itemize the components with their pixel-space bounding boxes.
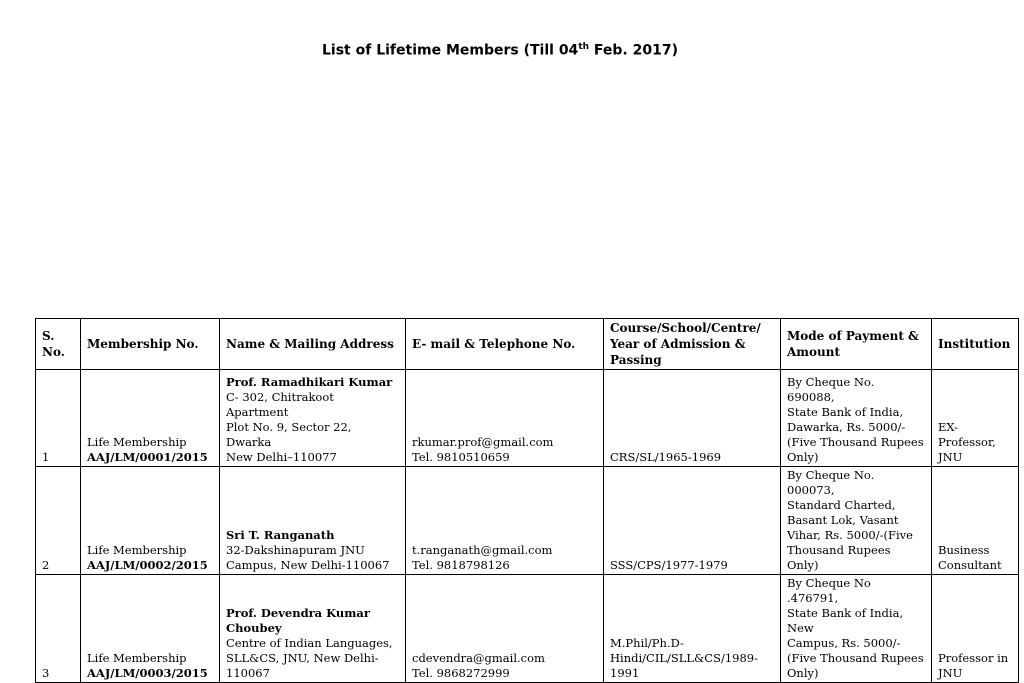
- payment-line: Only): [787, 666, 819, 680]
- payment-line: (Five Thousand Rupees: [787, 651, 924, 665]
- header-membership-no: Membership No.: [81, 319, 220, 370]
- address-line: C- 302, Chitrakoot Apartment: [226, 390, 334, 419]
- payment-line: Standard Charted,: [787, 498, 896, 512]
- payment-line: By Cheque No. 000073,: [787, 468, 875, 497]
- cell-course: [604, 575, 781, 683]
- cell-institution: [932, 575, 1019, 683]
- cell-email-telephone: [406, 575, 604, 683]
- address-line: SLL&CS, JNU, New Delhi-: [226, 651, 379, 665]
- cell-name-address: [220, 467, 406, 575]
- header-payment: Mode of Payment & Amount: [781, 319, 932, 370]
- member-name: Sri T. Ranganath: [226, 528, 335, 542]
- membership-number: AAJ/LM/0001/2015: [87, 450, 208, 464]
- header-course: Course/School/Centre/ Year of Admission & Passing: [604, 319, 781, 370]
- page-title: [0, 42, 1000, 59]
- telephone-text: Tel. 9810510659: [412, 450, 510, 464]
- payment-line: Thousand Rupees Only): [787, 543, 891, 572]
- cell-course: [604, 467, 781, 575]
- institution-line: Professor,: [938, 435, 996, 449]
- cell-sno: 1: [36, 370, 81, 467]
- telephone-text: Tel. 9868272999: [412, 666, 510, 680]
- header-name-address: Name & Mailing Address: [220, 319, 406, 370]
- title-main: List of Lifetime Members (Till 04: [322, 42, 579, 59]
- cell-membership: [81, 575, 220, 683]
- cell-email-telephone: [406, 467, 604, 575]
- header-institution: Institution: [932, 319, 1019, 370]
- table-header-row: [36, 319, 1019, 370]
- cell-sno: 3: [36, 575, 81, 683]
- member-name: Prof. Devendra Kumar Choubey: [226, 606, 370, 635]
- header-email-telephone: E- mail & Telephone No.: [406, 319, 604, 370]
- course-line: Hindi/CIL/SLL&CS/1989-: [610, 651, 758, 665]
- course-line: SSS/CPS/1977-1979: [610, 558, 728, 572]
- address-line: 110067: [226, 666, 270, 680]
- payment-line: Vihar, Rs. 5000/-(Five: [787, 528, 913, 542]
- cell-course: [604, 370, 781, 467]
- cell-payment: [781, 575, 932, 683]
- institution-line: JNU: [938, 450, 963, 464]
- email-text: rkumar.prof@gmail.com: [412, 435, 554, 449]
- payment-line: By Cheque No .476791,: [787, 576, 871, 605]
- members-table: [35, 318, 1019, 683]
- institution-line: EX-: [938, 420, 959, 434]
- membership-number: AAJ/LM/0003/2015: [87, 666, 208, 680]
- address-line: 32-Dakshinapuram JNU: [226, 543, 365, 557]
- telephone-text: Tel. 9818798126: [412, 558, 510, 572]
- address-line: Campus, New Delhi-110067: [226, 558, 390, 572]
- payment-line: Dawarka, Rs. 5000/-: [787, 420, 906, 434]
- payment-line: (Five Thousand Rupees: [787, 435, 924, 449]
- cell-sno: 2: [36, 467, 81, 575]
- title-tail: Feb. 2017): [589, 42, 678, 59]
- cell-payment: [781, 467, 932, 575]
- cell-email-telephone: [406, 370, 604, 467]
- cell-name-address: [220, 575, 406, 683]
- institution-line: Business: [938, 543, 990, 557]
- institution-line: Consultant: [938, 558, 1002, 572]
- membership-type: Life Membership: [87, 435, 187, 449]
- address-line: New Delhi–110077: [226, 450, 337, 464]
- institution-line: Professor in: [938, 651, 1009, 665]
- cell-membership: [81, 370, 220, 467]
- address-line: Plot No. 9, Sector 22, Dwarka: [226, 420, 352, 449]
- cell-institution: [932, 370, 1019, 467]
- cell-membership: [81, 467, 220, 575]
- member-name: Prof. Ramadhikari Kumar: [226, 375, 393, 389]
- membership-type: Life Membership: [87, 651, 187, 665]
- payment-line: Only): [787, 450, 819, 464]
- table-row: [36, 370, 1019, 467]
- payment-line: State Bank of India, New: [787, 606, 904, 635]
- table-row: [36, 467, 1019, 575]
- payment-line: Campus, Rs. 5000/-: [787, 636, 901, 650]
- course-line: CRS/SL/1965-1969: [610, 450, 722, 464]
- course-line: M.Phil/Ph.D-: [610, 636, 684, 650]
- email-text: t.ranganath@gmail.com: [412, 543, 553, 557]
- table-row: [36, 575, 1019, 683]
- cell-name-address: [220, 370, 406, 467]
- institution-line: JNU: [938, 666, 963, 680]
- email-text: cdevendra@gmail.com: [412, 651, 545, 665]
- payment-line: Basant Lok, Vasant: [787, 513, 899, 527]
- address-line: Centre of Indian Languages,: [226, 636, 393, 650]
- cell-institution: [932, 467, 1019, 575]
- membership-number: AAJ/LM/0002/2015: [87, 558, 208, 572]
- title-superscript: th: [578, 42, 590, 52]
- course-line: 1991: [610, 666, 640, 680]
- cell-payment: [781, 370, 932, 467]
- payment-line: State Bank of India,: [787, 405, 904, 419]
- payment-line: By Cheque No. 690088,: [787, 375, 875, 404]
- membership-type: Life Membership: [87, 543, 187, 557]
- header-sno: S. No.: [36, 319, 81, 370]
